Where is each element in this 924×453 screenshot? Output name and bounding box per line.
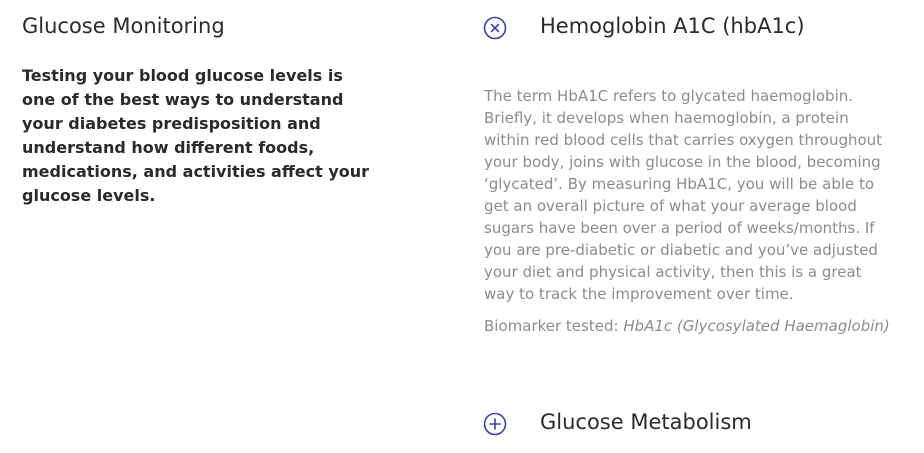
close-circle-icon[interactable] [483,16,507,40]
accordion-header-hba1c[interactable] [483,9,903,43]
accordion-header-glucose-metabolism[interactable] [483,405,903,439]
section-title: Glucose Monitoring [22,14,225,38]
accordion-title-hba1c: Hemoglobin A1C (hbA1c) [540,14,805,38]
biomarker-label: Biomarker tested: [484,317,624,335]
plus-circle-icon[interactable] [483,412,507,436]
accordion-title-glucose-metabolism: Glucose Metabolism [540,410,752,434]
accordion-panel-hba1c [484,85,894,337]
biomarker-tested [484,315,894,337]
biomarker-value: HbA1c (Glycosylated Haemaglobin) [623,317,890,335]
accordion-body-text: The term HbA1C refers to glycated haemoglobin. Briefly, it develops when haemoglobin, a protein within red blood cells that carries oxygen throughout your body, joins with glucose in the blood, becoming ‘glycated’. By measuring HbA1C, you will be able to get an overall picture of what your average blood sugars have been over a period of weeks/months. If you are pre-diabetic or diabetic and you’ve adjusted your diet and physical activity, then this is a great way to track the improvement over time. [484,87,883,303]
section-description: Testing your blood glucose levels is one of the best ways to understand your diabetes predisposition and understand how different foods, medications, and activities affect your glucose levels. [22,66,370,205]
